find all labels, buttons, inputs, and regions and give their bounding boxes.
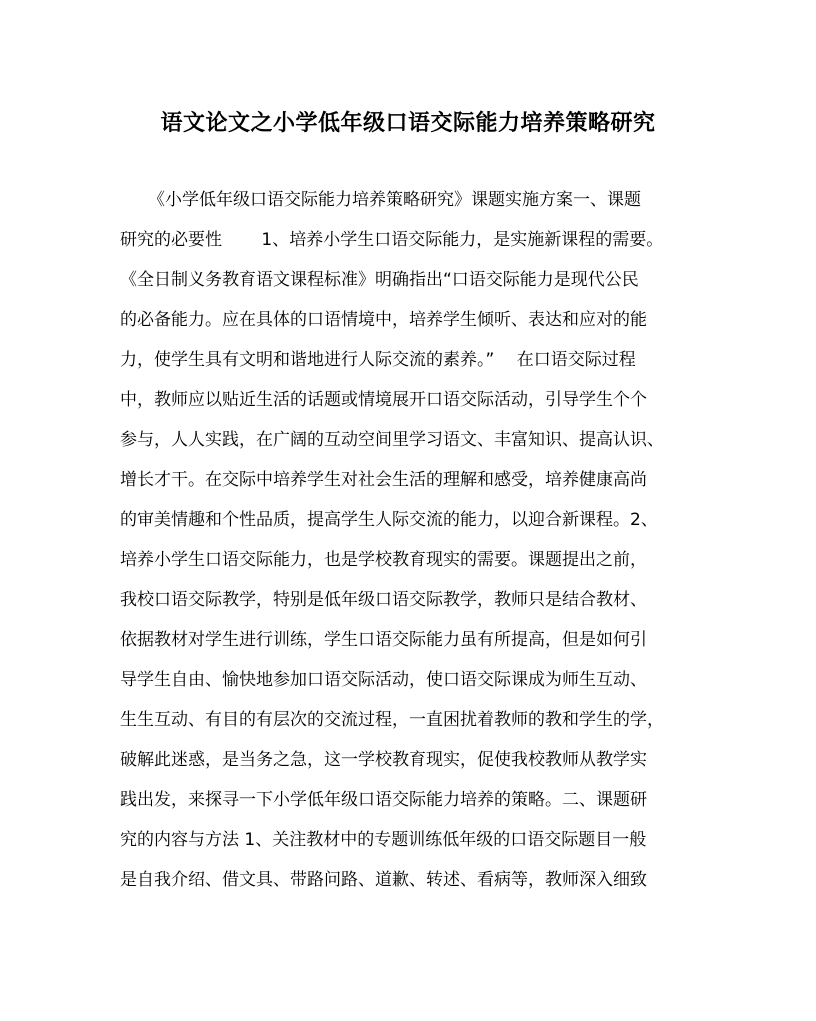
body-line: 培养小学生口语交际能力，也是学校教育现实的需要。课题提出之前， [120, 550, 647, 570]
body-line: 的必备能力。应在具体的口语情境中，培养学生倾听、表达和应对的能 [120, 310, 647, 330]
body-line: 《小学低年级口语交际能力培养策略研究》课题实施方案一、课题 [148, 190, 641, 210]
body-line: 力，使学生具有文明和谐地进行人际交流的素养。” 在口语交际过程 [120, 350, 636, 370]
body-line: 践出发，来探寻一下小学低年级口语交际能力培养的策略。二、课题研 [120, 790, 647, 810]
body-line: 参与，人人实践，在广阔的互动空间里学习语文、丰富知识、提高认识、 [120, 430, 664, 450]
body-line: 究的内容与方法 1、关注教材中的专题训练低年级的口语交际题目一般 [120, 830, 647, 850]
body-line: 破解此迷惑，是当务之急，这一学校教育现实，促使我校教师从教学实 [120, 750, 647, 770]
body-line: 中，教师应以贴近生活的话题或情境展开口语交际活动，引导学生个个 [120, 390, 647, 410]
body-line: 的审美情趣和个性品质，提高学生人际交流的能力，以迎合新课程。2、 [120, 510, 658, 530]
body-line: 增长才干。在交际中培养学生对社会生活的理解和感受，培养健康高尚 [120, 470, 647, 490]
body-line: 《全日制义务教育语文课程标准》明确指出“口语交际能力是现代公民 [120, 270, 639, 290]
body-line: 生生互动、有目的有层次的交流过程，一直困扰着教师的教和学生的学， [120, 710, 664, 730]
body-line: 依据教材对学生进行训练，学生口语交际能力虽有所提高，但是如何引 [120, 630, 647, 650]
body-line: 导学生自由、愉快地参加口语交际活动，使口语交际课成为师生互动、 [120, 670, 647, 690]
body-line: 我校口语交际教学，特别是低年级口语交际教学，教师只是结合教材、 [120, 590, 647, 610]
document-title: 语文论文之小学低年级口语交际能力培养策略研究 [160, 110, 656, 136]
body-line: 研究的必要性 1、培养小学生口语交际能力，是实施新课程的需要。 [120, 230, 664, 250]
body-line: 是自我介绍、借文具、带路问路、道歉、转述、看病等，教师深入细致 [120, 870, 647, 890]
